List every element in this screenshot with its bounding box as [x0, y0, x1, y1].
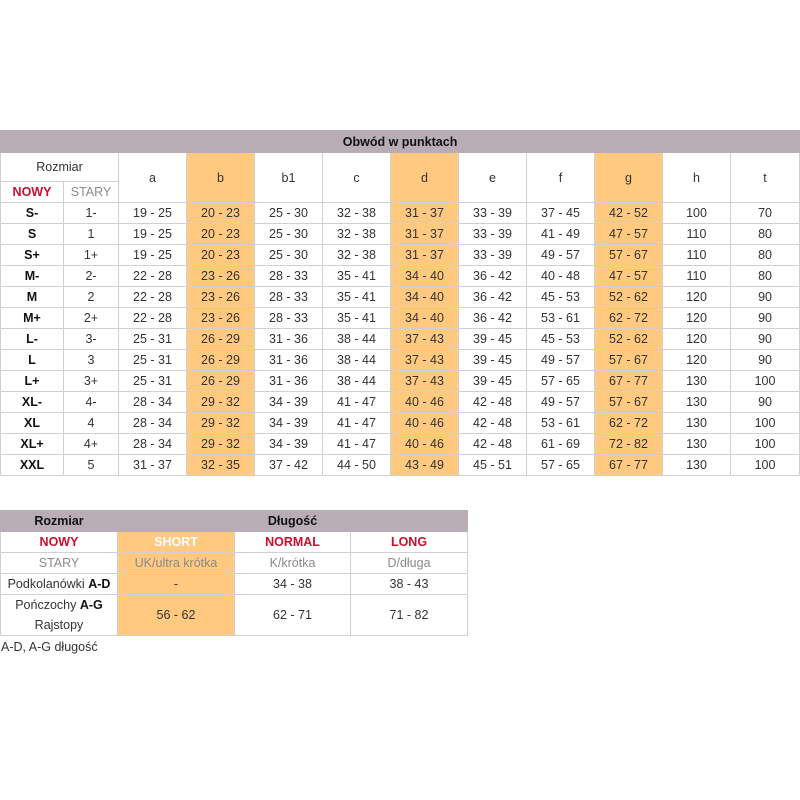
- measurement-cell-e: 36 - 42: [459, 308, 527, 329]
- measurement-cell-e: 36 - 42: [459, 266, 527, 287]
- measurement-cell-g: 57 - 67: [595, 245, 663, 266]
- measurement-cell-a: 22 - 28: [119, 266, 187, 287]
- new-size-cell: S+: [1, 245, 64, 266]
- measurement-cell-t: 90: [731, 308, 800, 329]
- measurement-cell-b1: 28 - 33: [255, 287, 323, 308]
- old-size-cell: 3+: [64, 371, 119, 392]
- measurement-cell-t: 100: [731, 455, 800, 476]
- measurement-cell-f: 45 - 53: [527, 329, 595, 350]
- column-header-b: b: [187, 153, 255, 203]
- measurement-cell-h: 120: [663, 329, 731, 350]
- new-size-cell: M+: [1, 308, 64, 329]
- old-size-cell: 3: [64, 350, 119, 371]
- old-size-cell: 2+: [64, 308, 119, 329]
- length-table: [0, 510, 468, 636]
- measurement-cell-t: 100: [731, 434, 800, 455]
- length-normal: NORMAL: [235, 532, 351, 553]
- new-size-cell: L-: [1, 329, 64, 350]
- measurement-cell-b: 23 - 26: [187, 308, 255, 329]
- measurement-cell-h: 110: [663, 245, 731, 266]
- circumference-title: Obwód w punktach: [1, 131, 800, 153]
- measurement-cell-b1: 34 - 39: [255, 392, 323, 413]
- new-size-cell: M: [1, 287, 64, 308]
- measurement-cell-t: 70: [731, 203, 800, 224]
- measurement-cell-d: 31 - 37: [391, 203, 459, 224]
- length-old-long: D/długa: [351, 553, 468, 574]
- measurement-cell-t: 90: [731, 329, 800, 350]
- length-old-normal: K/krótka: [235, 553, 351, 574]
- measurement-cell-f: 57 - 65: [527, 455, 595, 476]
- knee-socks-name: Podkolanówki: [7, 577, 85, 591]
- measurement-cell-e: 33 - 39: [459, 224, 527, 245]
- measurement-cell-g: 47 - 57: [595, 224, 663, 245]
- measurement-cell-a: 19 - 25: [119, 224, 187, 245]
- measurement-cell-c: 38 - 44: [323, 329, 391, 350]
- column-header-t: t: [731, 153, 800, 203]
- measurement-cell-b: 29 - 32: [187, 434, 255, 455]
- measurement-cell-e: 42 - 48: [459, 434, 527, 455]
- old-size-cell: 1+: [64, 245, 119, 266]
- measurement-cell-h: 130: [663, 413, 731, 434]
- footnote: A-D, A-G długość: [1, 640, 98, 654]
- length-old-label: STARY: [1, 553, 118, 574]
- table-row: [1, 434, 800, 455]
- column-header-g: g: [595, 153, 663, 203]
- table-row: [1, 308, 800, 329]
- measurement-cell-g: 62 - 72: [595, 308, 663, 329]
- old-size-cell: 4: [64, 413, 119, 434]
- column-header-a: a: [119, 153, 187, 203]
- table-row: [1, 350, 800, 371]
- measurement-cell-b1: 25 - 30: [255, 224, 323, 245]
- measurement-cell-e: 42 - 48: [459, 392, 527, 413]
- measurement-cell-f: 45 - 53: [527, 287, 595, 308]
- measurement-cell-e: 39 - 45: [459, 350, 527, 371]
- measurement-cell-d: 40 - 46: [391, 413, 459, 434]
- new-size-cell: M-: [1, 266, 64, 287]
- measurement-cell-b: 26 - 29: [187, 371, 255, 392]
- measurement-cell-f: 61 - 69: [527, 434, 595, 455]
- measurement-cell-f: 37 - 45: [527, 203, 595, 224]
- new-size-cell: XXL: [1, 455, 64, 476]
- measurement-cell-d: 43 - 49: [391, 455, 459, 476]
- measurement-cell-t: 100: [731, 371, 800, 392]
- measurement-cell-a: 28 - 34: [119, 434, 187, 455]
- measurement-cell-f: 53 - 61: [527, 308, 595, 329]
- old-size-cell: 4-: [64, 392, 119, 413]
- measurement-cell-b: 20 - 23: [187, 224, 255, 245]
- length-short: SHORT: [118, 532, 235, 553]
- table-row: [1, 245, 800, 266]
- measurement-cell-t: 100: [731, 413, 800, 434]
- measurement-cell-d: 34 - 40: [391, 266, 459, 287]
- measurement-cell-c: 41 - 47: [323, 392, 391, 413]
- measurement-cell-h: 130: [663, 434, 731, 455]
- measurement-cell-t: 80: [731, 224, 800, 245]
- measurement-cell-d: 37 - 43: [391, 350, 459, 371]
- measurement-cell-c: 38 - 44: [323, 371, 391, 392]
- measurement-cell-f: 49 - 57: [527, 392, 595, 413]
- knee-socks-normal: 34 - 38: [235, 574, 351, 595]
- length-old-short: UK/ultra krótka: [118, 553, 235, 574]
- measurement-cell-d: 34 - 40: [391, 308, 459, 329]
- length-title: Długość: [118, 511, 468, 532]
- measurement-cell-d: 31 - 37: [391, 224, 459, 245]
- table-row: [1, 455, 800, 476]
- knee-socks-label: [1, 574, 118, 595]
- measurement-cell-h: 130: [663, 392, 731, 413]
- measurement-cell-b1: 25 - 30: [255, 245, 323, 266]
- measurement-cell-c: 32 - 38: [323, 245, 391, 266]
- measurement-cell-g: 52 - 62: [595, 287, 663, 308]
- new-size-cell: XL-: [1, 392, 64, 413]
- old-size-header: STARY: [64, 182, 119, 203]
- stockings-name: Pończochy: [15, 598, 77, 612]
- measurement-cell-a: 28 - 34: [119, 392, 187, 413]
- measurement-cell-d: 37 - 43: [391, 329, 459, 350]
- measurement-cell-c: 35 - 41: [323, 287, 391, 308]
- column-header-e: e: [459, 153, 527, 203]
- new-size-header: NOWY: [1, 182, 64, 203]
- table-row: [1, 224, 800, 245]
- measurement-cell-g: 57 - 67: [595, 392, 663, 413]
- old-size-cell: 1: [64, 224, 119, 245]
- stockings-short: 56 - 62: [118, 595, 235, 636]
- tights-name: Rajstopy: [34, 618, 84, 632]
- measurement-cell-b1: 34 - 39: [255, 434, 323, 455]
- measurement-cell-h: 110: [663, 224, 731, 245]
- measurement-cell-b: 32 - 35: [187, 455, 255, 476]
- measurement-cell-c: 35 - 41: [323, 308, 391, 329]
- measurement-cell-a: 19 - 25: [119, 203, 187, 224]
- measurement-cell-b: 26 - 29: [187, 329, 255, 350]
- old-size-cell: 3-: [64, 329, 119, 350]
- measurement-cell-t: 90: [731, 287, 800, 308]
- measurement-cell-g: 67 - 77: [595, 455, 663, 476]
- column-header-h: h: [663, 153, 731, 203]
- measurement-cell-e: 36 - 42: [459, 287, 527, 308]
- table-row: [1, 371, 800, 392]
- measurement-cell-t: 90: [731, 392, 800, 413]
- measurement-cell-c: 32 - 38: [323, 224, 391, 245]
- old-size-cell: 2-: [64, 266, 119, 287]
- measurement-cell-t: 80: [731, 266, 800, 287]
- measurement-cell-t: 80: [731, 245, 800, 266]
- measurement-cell-f: 49 - 57: [527, 350, 595, 371]
- measurement-cell-b: 23 - 26: [187, 287, 255, 308]
- measurement-cell-d: 31 - 37: [391, 245, 459, 266]
- knee-socks-code: A-D: [88, 577, 111, 591]
- measurement-cell-f: 40 - 48: [527, 266, 595, 287]
- stockings-label: [1, 595, 118, 636]
- measurement-cell-e: 45 - 51: [459, 455, 527, 476]
- measurement-cell-h: 120: [663, 308, 731, 329]
- measurement-cell-c: 44 - 50: [323, 455, 391, 476]
- knee-socks-short: -: [118, 574, 235, 595]
- length-long: LONG: [351, 532, 468, 553]
- measurement-cell-f: 53 - 61: [527, 413, 595, 434]
- table-row: [1, 266, 800, 287]
- measurement-cell-b1: 34 - 39: [255, 413, 323, 434]
- measurement-cell-h: 130: [663, 455, 731, 476]
- measurement-cell-f: 57 - 65: [527, 371, 595, 392]
- measurement-cell-b: 29 - 32: [187, 413, 255, 434]
- measurement-cell-c: 35 - 41: [323, 266, 391, 287]
- measurement-cell-b: 20 - 23: [187, 245, 255, 266]
- stockings-line: [1, 595, 117, 615]
- measurement-cell-b1: 31 - 36: [255, 329, 323, 350]
- new-size-cell: L+: [1, 371, 64, 392]
- measurement-cell-d: 34 - 40: [391, 287, 459, 308]
- measurement-cell-a: 25 - 31: [119, 350, 187, 371]
- measurement-cell-b1: 28 - 33: [255, 266, 323, 287]
- measurement-cell-g: 72 - 82: [595, 434, 663, 455]
- measurement-cell-e: 42 - 48: [459, 413, 527, 434]
- measurement-cell-b1: 37 - 42: [255, 455, 323, 476]
- new-size-cell: XL+: [1, 434, 64, 455]
- column-header-f: f: [527, 153, 595, 203]
- column-header-c: c: [323, 153, 391, 203]
- measurement-cell-b1: 25 - 30: [255, 203, 323, 224]
- measurement-cell-a: 22 - 28: [119, 287, 187, 308]
- measurement-cell-a: 22 - 28: [119, 308, 187, 329]
- table-row: [1, 203, 800, 224]
- measurement-cell-c: 32 - 38: [323, 203, 391, 224]
- measurement-cell-g: 52 - 62: [595, 329, 663, 350]
- measurement-cell-f: 49 - 57: [527, 245, 595, 266]
- stockings-long: 71 - 82: [351, 595, 468, 636]
- measurement-cell-f: 41 - 49: [527, 224, 595, 245]
- measurement-cell-h: 130: [663, 371, 731, 392]
- new-size-cell: L: [1, 350, 64, 371]
- measurement-cell-a: 25 - 31: [119, 371, 187, 392]
- measurement-cell-g: 47 - 57: [595, 266, 663, 287]
- measurement-cell-b: 20 - 23: [187, 203, 255, 224]
- measurement-cell-c: 41 - 47: [323, 413, 391, 434]
- measurement-cell-a: 28 - 34: [119, 413, 187, 434]
- new-size-cell: XL: [1, 413, 64, 434]
- measurement-cell-g: 62 - 72: [595, 413, 663, 434]
- table-row: [1, 392, 800, 413]
- measurement-cell-d: 40 - 46: [391, 392, 459, 413]
- column-header-d: d: [391, 153, 459, 203]
- knee-socks-long: 38 - 43: [351, 574, 468, 595]
- measurement-cell-h: 110: [663, 266, 731, 287]
- measurement-cell-g: 42 - 52: [595, 203, 663, 224]
- measurement-cell-a: 25 - 31: [119, 329, 187, 350]
- size-header: Rozmiar: [1, 153, 119, 182]
- measurement-cell-d: 40 - 46: [391, 434, 459, 455]
- measurement-cell-b1: 28 - 33: [255, 308, 323, 329]
- measurement-cell-b1: 31 - 36: [255, 350, 323, 371]
- new-size-cell: S: [1, 224, 64, 245]
- stockings-normal: 62 - 71: [235, 595, 351, 636]
- new-size-cell: S-: [1, 203, 64, 224]
- table-row: [1, 329, 800, 350]
- measurement-cell-h: 120: [663, 287, 731, 308]
- measurement-cell-c: 38 - 44: [323, 350, 391, 371]
- old-size-cell: 4+: [64, 434, 119, 455]
- measurement-cell-b: 26 - 29: [187, 350, 255, 371]
- old-size-cell: 1-: [64, 203, 119, 224]
- table-row: [1, 413, 800, 434]
- measurement-cell-g: 57 - 67: [595, 350, 663, 371]
- measurement-cell-c: 41 - 47: [323, 434, 391, 455]
- measurement-cell-b: 29 - 32: [187, 392, 255, 413]
- measurement-cell-e: 33 - 39: [459, 245, 527, 266]
- length-new-label: NOWY: [1, 532, 118, 553]
- old-size-cell: 2: [64, 287, 119, 308]
- measurement-cell-h: 120: [663, 350, 731, 371]
- measurement-cell-g: 67 - 77: [595, 371, 663, 392]
- measurement-cell-a: 31 - 37: [119, 455, 187, 476]
- measurement-cell-h: 100: [663, 203, 731, 224]
- old-size-cell: 5: [64, 455, 119, 476]
- measurement-cell-b: 23 - 26: [187, 266, 255, 287]
- measurement-cell-b1: 31 - 36: [255, 371, 323, 392]
- measurement-cell-e: 33 - 39: [459, 203, 527, 224]
- table-row: [1, 287, 800, 308]
- measurement-cell-e: 39 - 45: [459, 329, 527, 350]
- measurement-cell-d: 37 - 43: [391, 371, 459, 392]
- measurement-cell-a: 19 - 25: [119, 245, 187, 266]
- column-header-b1: b1: [255, 153, 323, 203]
- length-size-header: Rozmiar: [1, 511, 118, 532]
- circumference-table: [0, 130, 800, 476]
- stockings-code: A-G: [79, 598, 103, 612]
- measurement-cell-e: 39 - 45: [459, 371, 527, 392]
- measurement-cell-t: 90: [731, 350, 800, 371]
